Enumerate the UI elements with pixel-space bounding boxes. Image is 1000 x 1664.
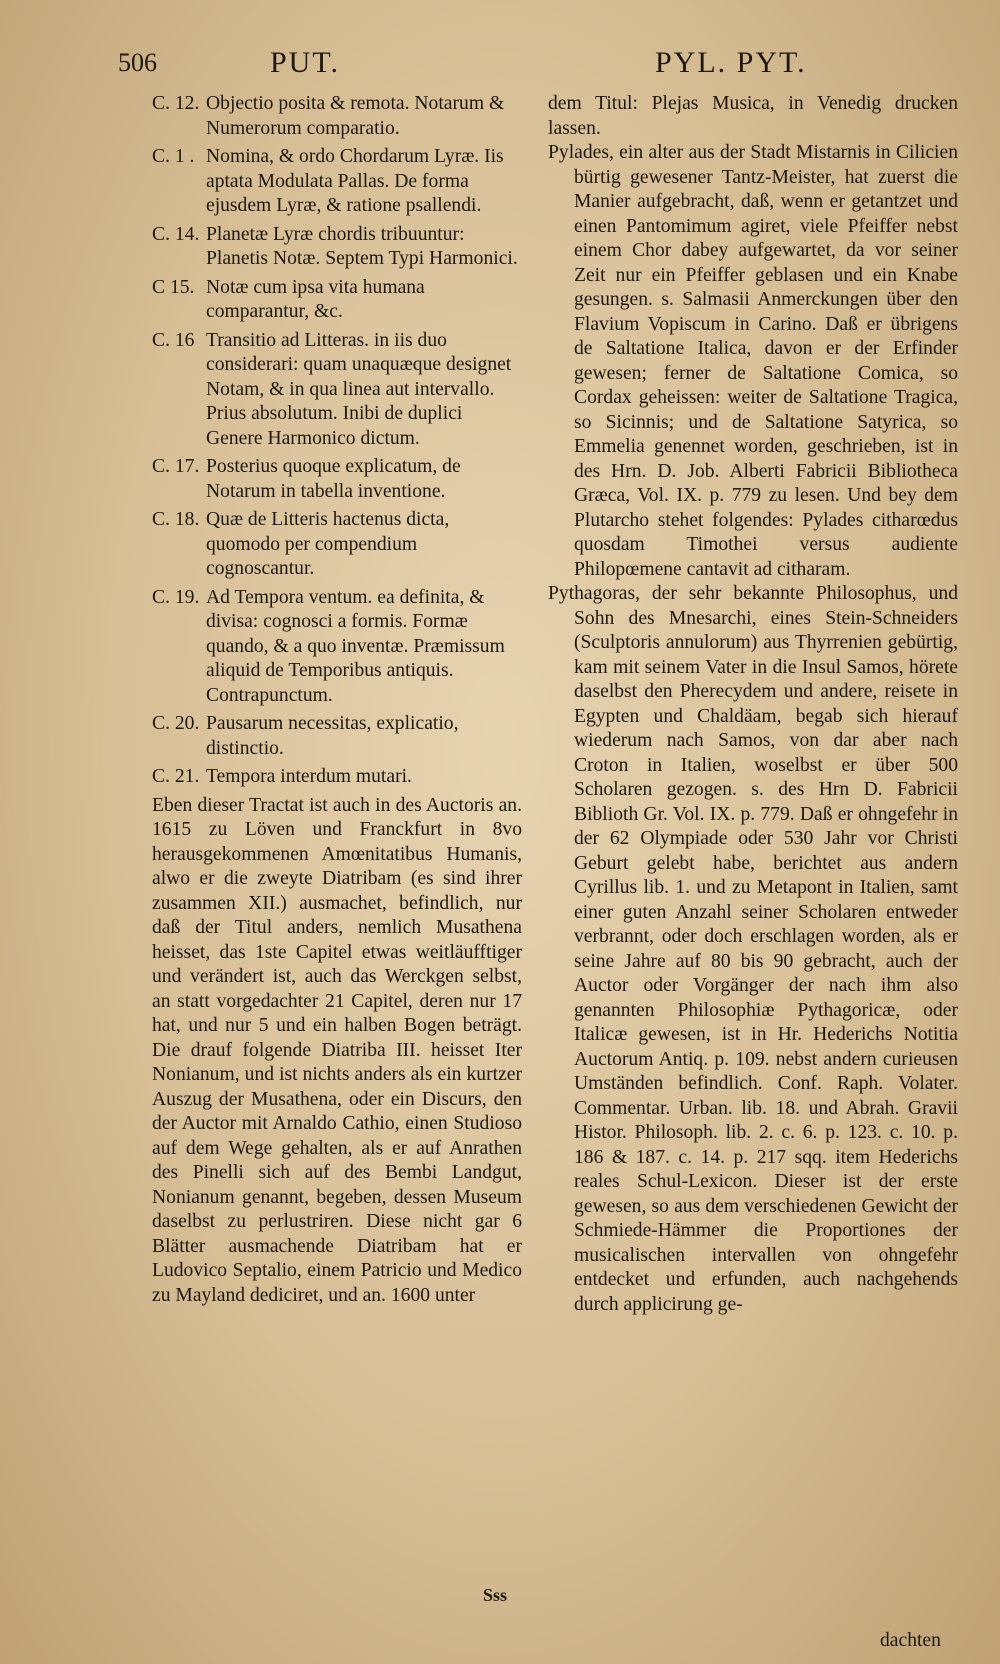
chapter-entry	[152, 455, 522, 504]
chapter-text: Quæ de Litteris hactenus dicta, quomodo per compendium cognoscantur.	[206, 509, 450, 579]
chapter-text: Planetæ Lyræ chordis tribuuntur: Planetis Notæ. Septem Typi Harmonici.	[206, 223, 518, 269]
chapter-entry	[152, 508, 522, 582]
body-paragraph: Eben dieser Tractat ist auch in des Auctoris an. 1615 zu Löven und Franckfurt in 8vo herausgekommenen Amœnitatibus Humanis, alwo er die zweyte Diatribam (es sind ihrer zusammen XII.) ausmachet, befindlich, nur daß der Titul anders, nemlich Musathena heisset, das 1ste Capitel etwas weitläufftiger und verändert ist, auch das Werckgen selbst, an statt vorgedachter 21 Capitel, deren nur 17 hat, und nur 5 und ein halben Bogen beträgt. Die drauf folgende Diatriba III. heisset Iter Nonianum, und ist nichts anders als ein kurtzer Auszug der Musathena, oder ein Discurs, den der Auctor mit Arnaldo Cathio, einen Studioso auf dem Wege gehalten, als er auf Anrathen des Pinelli sich auf des Bembi Landgut, Nonianum genannt, begeben, dessen Museum daselbst zu perlustriren. Diese nicht gar 6 Blätter ausmachende Diatribam hat er Ludovico Septalio, einem Patricio und Medico zu Mayland dediciret, und an. 1600 unter	[152, 794, 522, 1306]
left-column	[152, 92, 522, 1308]
chapter-entry	[152, 223, 522, 272]
right-running-title: PYL. PYT.	[655, 46, 807, 79]
continuation-text: dem Titul: Plejas Musica, in Venedig drucken lassen.	[548, 93, 958, 139]
chapter-text: Nomina, & ordo Chordarum Lyræ. Iis aptata Modulata Pallas. De forma ejusdem Lyræ, & ratione psallendi.	[206, 146, 504, 216]
chapter-number: C 15.	[152, 276, 195, 298]
signature-mark: Sss	[482, 1585, 508, 1605]
chapter-text: Tempora interdum mutari.	[206, 766, 412, 787]
chapter-number: C. 18.	[152, 509, 200, 530]
chapter-number: C. 16	[152, 329, 195, 351]
right-column	[548, 92, 958, 1317]
catchword: dachten	[880, 1630, 941, 1651]
chapter-text: Objectio posita & remota. Notarum & Numerorum comparatio.	[206, 93, 505, 139]
lexicon-entry-pylades: Pylades, ein alter aus der Stadt Mistarnis in Cilicien bürtig gewesener Tantz-Meister, hat zuerst die Manier aufgebracht, daß, wenn er getantzet und einen Pantomimum agiret, viele Pfeiffer nebst einem Chor dabey aufgewartet, da vor seiner Zeit nur ein Pfeiffer geblasen und ein Knabe gesungen. s. Salmasii Anmerckungen über den Flavium Vopiscum in Carino. Daß er übrigens de Saltatione Italica, davon er der Erfinder gewesen; ferner de Saltatione Comica, so Cordax geheissen: weiter de Saltatione Tragica, so Sicinnis; und de Saltatione Satyrica, so Emmelia genennet worden, geschrieben, ist in des Hrn. D. Job. Alberti Fabricii Bibliotheca Græca, Vol. IX. p. 779 zu lesen. Und bey dem Plutarcho stehet folgendes: Pylades citharœdus quosdam Timothei versus audiente Philopœmene cantavit ad citharam.	[548, 142, 958, 580]
chapter-text: Transitio ad Litteras. in iis duo considerari: quam unaquæque designet Notam, & in qua linea aut intervallo. Prius absolutum. Inibi de duplici Genere Harmonico dictum.	[206, 329, 512, 449]
left-running-title: PUT.	[270, 46, 340, 79]
page-number: 506	[118, 48, 157, 77]
chapter-number: C. 1 .	[152, 146, 195, 167]
chapter-entry	[152, 586, 522, 709]
chapter-entry	[152, 765, 522, 790]
chapter-number: C. 21.	[152, 766, 200, 787]
lexicon-entry-pythagoras: Pythagoras, der sehr bekannte Philosophus, und Sohn des Mnesarchi, eines Stein-Schneiders (Sculptoris annulorum) aus Thyrrenien gebürtig, kam mit seinem Vater in die Insul Samos, hörete daselbst den Pherecydem und andere, reisete in Egypten und Chaldäam, begab sich hierauf wiederum nach Samos, von dar aber nach Croton in Italien, woselbst er über 500 Scholaren gezogen. s. des Hrn D. Fabricii Biblioth Gr. Vol. IX. p. 779. Daß er ohngefehr in der 62 Olympiade oder 530 Jahr vor Christi Geburt gelebt habe, berichtet aus andern Cyrillus lib. 1. und zu Metapont in Italien, samt einer guten Anzahl seiner Scholaren entweder verbrannt, oder doch erschlagen worden, als er seine Jahre auf 80 bis 90 gebracht, auch der Auctor oder Vorgänger der nach ihm also genannten Philosophiæ Pythagoricæ, oder Italicæ gewesen, ist in Hr. Hederichs Notitia Auctorum Antiq. p. 109. nebst andern curieusen Umständen befindlich. Conf. Raph. Volater. Commentar. Urban. lib. 18. und Abrah. Gravii Histor. Philosoph. lib. 2. c. 6. p. 123. c. 10. p. 186 & 187. c. 14. p. 217 sqq. item Hederichs reales Schul-Lexicon. Dieser ist der erste gewesen, so aus dem verschiedenen Gewicht der Schmiede-Hämmer die Proportiones der musicalischen intervallen von ohngefehr entdecket und erfunden, auch nachgehends durch applicirung ge-	[548, 583, 958, 1315]
chapter-entry	[152, 145, 522, 219]
chapter-text: Posterius quoque explicatum, de Notarum in tabella inventione.	[206, 456, 461, 502]
chapter-number: C. 19.	[152, 586, 200, 608]
chapter-number: C. 17.	[152, 456, 200, 477]
chapter-number: C. 14.	[152, 223, 200, 245]
chapter-number: C. 20.	[152, 713, 200, 734]
chapter-entry	[152, 712, 522, 761]
chapter-entry	[152, 329, 522, 452]
chapter-entry	[152, 92, 522, 141]
chapter-number: C. 12.	[152, 93, 200, 114]
chapter-text: Notæ cum ipsa vita humana comparantur, &c.	[206, 276, 425, 322]
chapter-entry	[152, 276, 522, 325]
running-header	[0, 36, 1000, 86]
chapter-text: Ad Tempora ventum. ea definita, & divisa: cognosci a formis. Formæ quando, & a quo inventæ. Præmissum aliquid de Temporibus antiquis. Contrapunctum.	[206, 586, 505, 706]
chapter-text: Pausarum necessitas, explicatio, distinctio.	[206, 713, 459, 759]
